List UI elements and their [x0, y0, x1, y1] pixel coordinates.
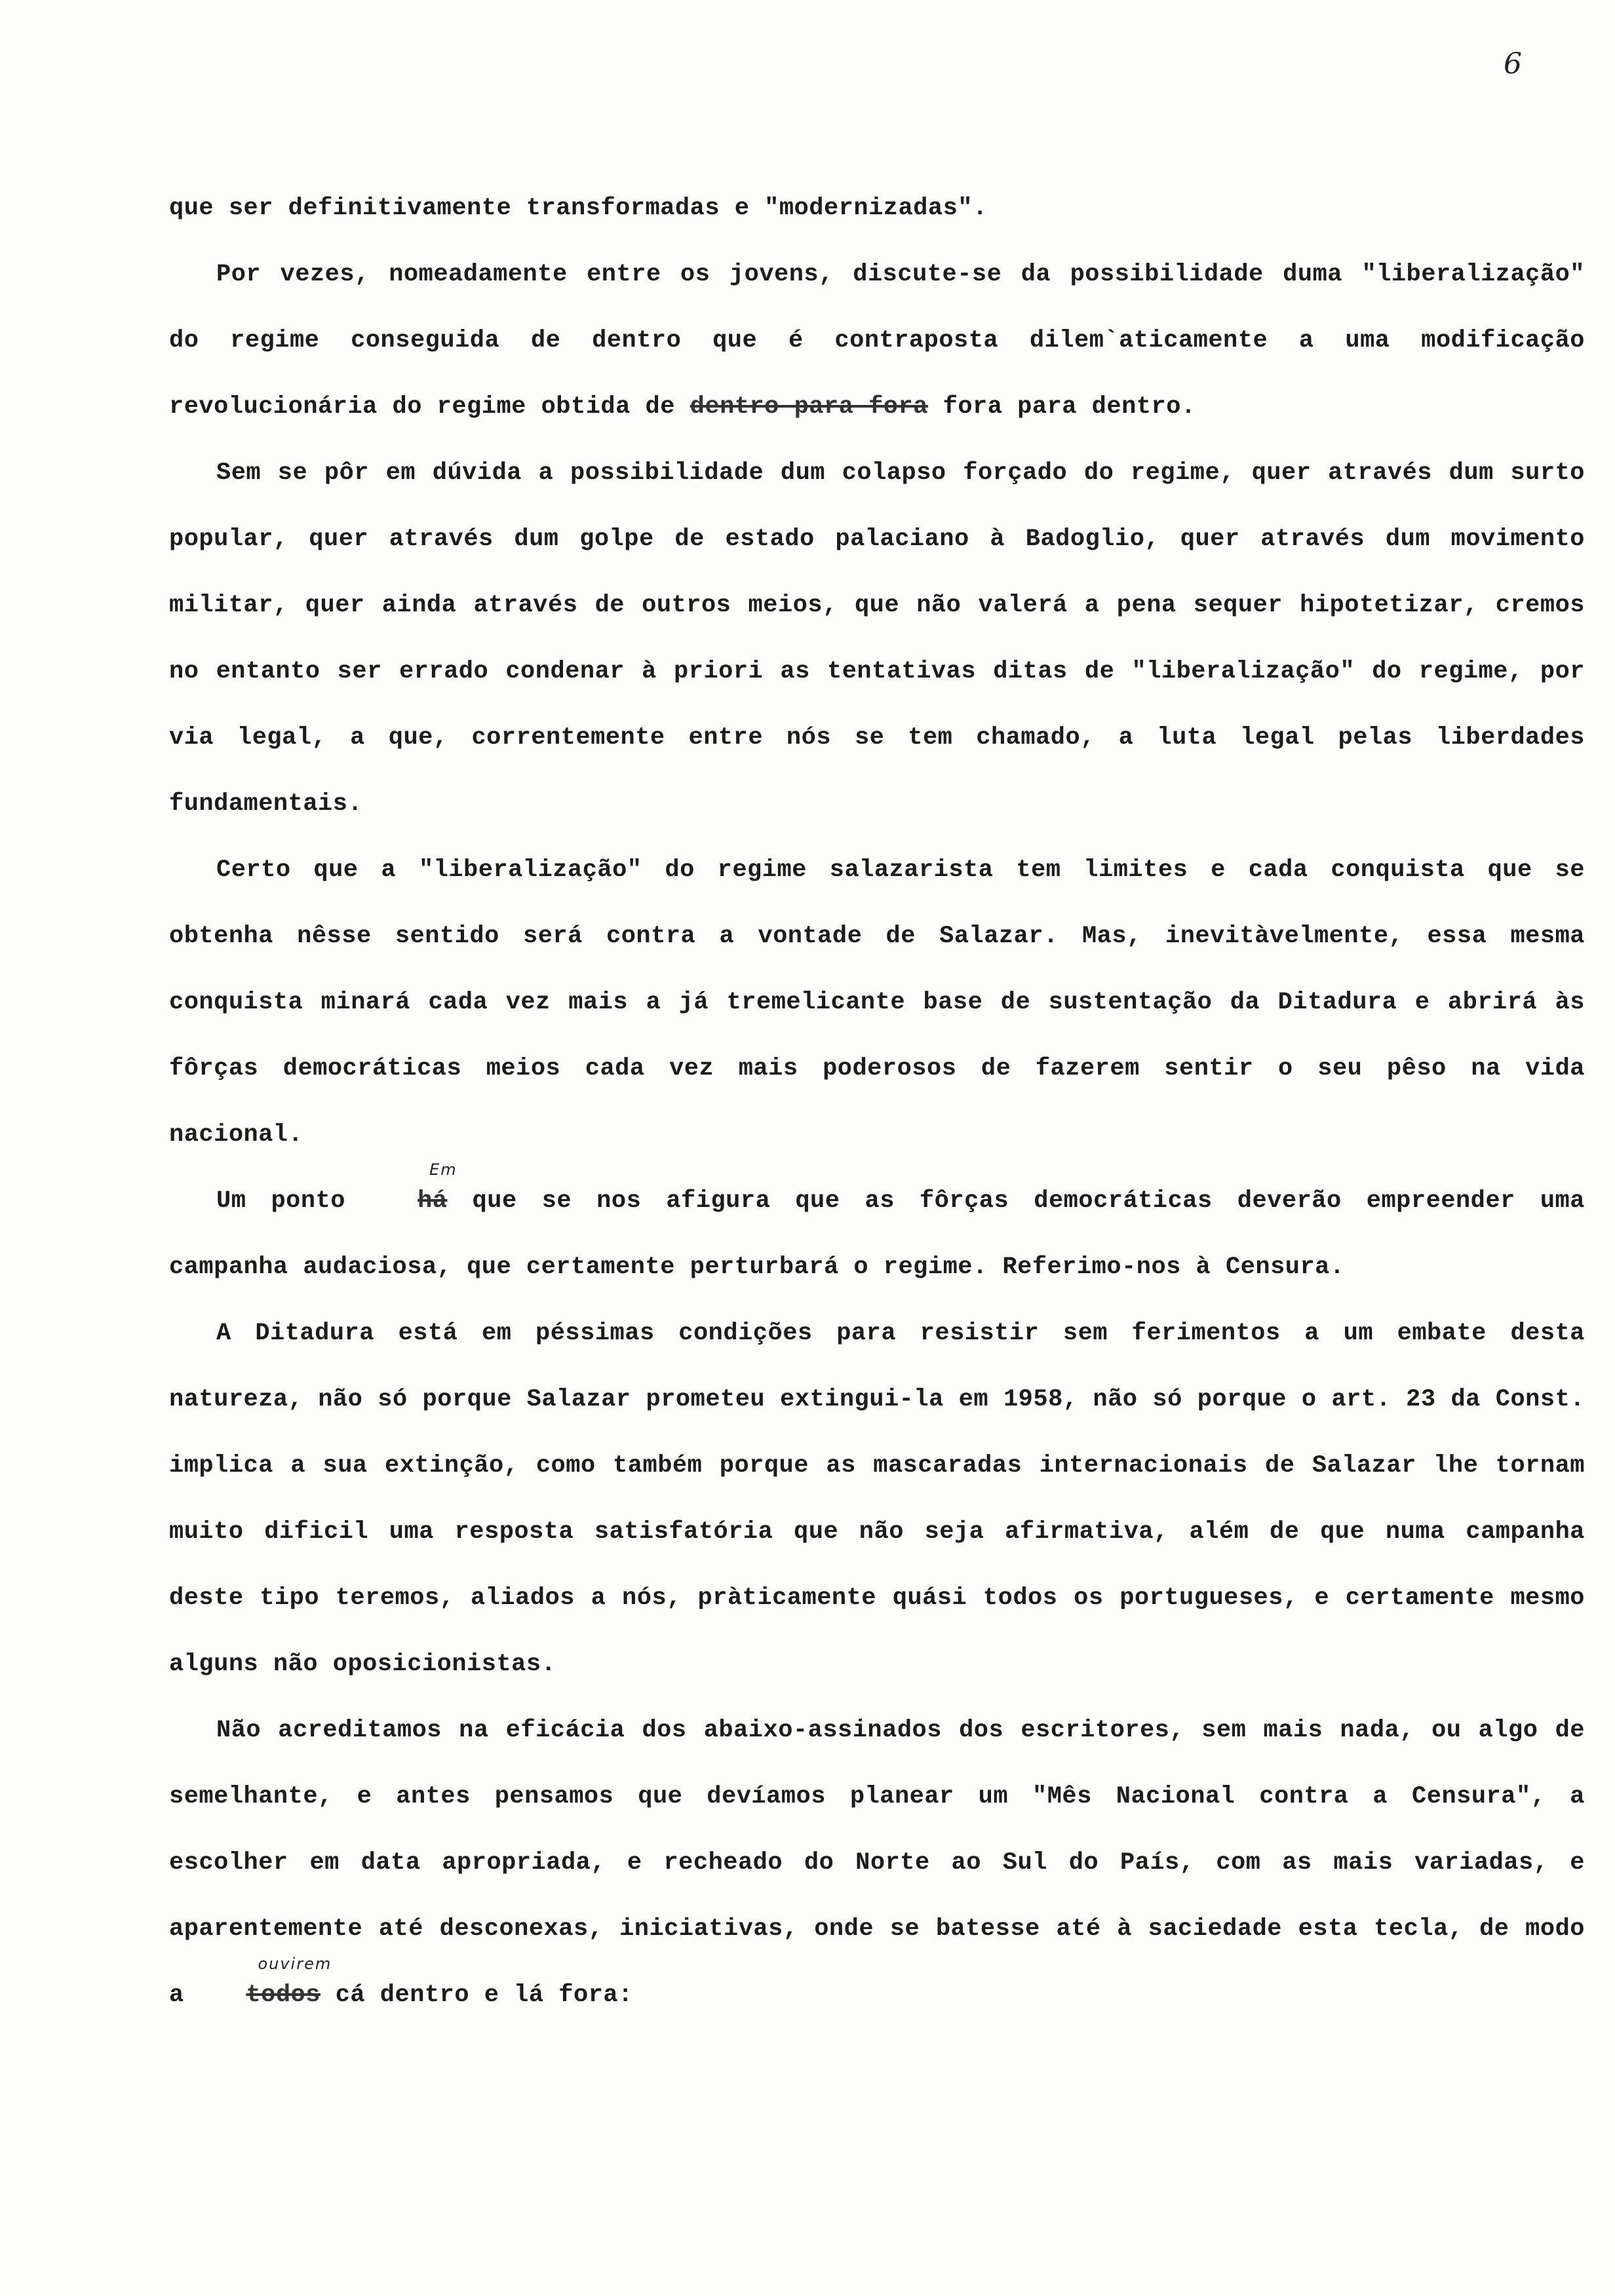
handwritten-inserted-word-2: ouvirem: [258, 1955, 332, 1973]
paragraph-4: [169, 837, 1585, 1168]
paragraph-4-text: Certo que a "liberalização" do regime salazarista tem limites e cada conquista que se obtenha nêsse sentido será contra a vontade de Salazar. Mas, inevitàvelmente, essa mesma conquista minará cada vez mais a já tremelicante base de sustentação da Ditadura e abrirá às fôrças democráticas meios cada vez mais poderosos de fazerem sentir o seu pêso na vida nacional.: [169, 856, 1585, 1149]
paragraph-2: [169, 242, 1585, 440]
paragraph-7-text-before: Não acreditamos na eficácia dos abaixo-assinados dos escritores, sem mais nada, ou algo de semelhante, e antes pensamos que devíamos planear um "Mês Nacional contra a Censura", a escolher em data apropriada, e recheado do Norte ao Sul do País, com as mais variadas, e aparentemente até desconexas, iniciativas, onde se batesse até à saciedade esta tecla, de modo a: [169, 1717, 1585, 2009]
paragraph-1: [169, 176, 1585, 242]
paragraph-2-text-after: fora para dentro.: [943, 393, 1196, 421]
struck-through-word: há: [418, 1187, 448, 1215]
paragraph-3-text: Sem se pôr em dúvida a possibilidade dum colapso forçado do regime, quer através dum surto popular, quer através dum golpe de estado palaciano à Badoglio, quer através dum movimento militar, quer ainda através de outros meios, que não valerá a pena sequer hipotetizar, cremos no entanto ser errado condenar à priori as tentativas ditas de "liberalização" do regime, por via legal, a que, correntemente entre nós se tem chamado, a luta legal pelas liberdades fundamentais.: [169, 459, 1585, 818]
paragraph-2-text-before: Por vezes, nomeadamente entre os jovens, discute-se da possibilidade duma "liberalização" do regime conseguida de dentro que é contraposta dilem`aticamente a uma modificação revolucionária do regime obtida de: [169, 261, 1585, 421]
handwritten-correction: [370, 1160, 457, 1234]
paragraph-6: [169, 1301, 1585, 1698]
handwritten-correction-2: [199, 1955, 332, 2029]
paragraph-5-text-after: que se nos afigura que as fôrças democráticas deverão empreender uma campanha audaciosa, que certamente perturbará o regime. Referimo-nos à Censura.: [169, 1187, 1585, 1281]
paragraph-3: [169, 440, 1585, 837]
struck-through-text: dentro para fora: [690, 393, 928, 421]
struck-through-word-2: todos: [246, 1981, 321, 2009]
paragraph-6-text: A Ditadura está em péssimas condições para resistir sem ferimentos a um embate desta natureza, não só porque Salazar prometeu extingui-la em 1958, não só porque o art. 23 da Const. implica a sua extinção, como também porque as mascaradas internacionais de Salazar lhe tornam muito dificil uma resposta satisfatória que não seja afirmativa, além de que numa campanha deste tipo teremos, aliados a nós, pràticamente quási todos os portugueses, e certamente mesmo alguns não oposicionistas.: [169, 1320, 1585, 1678]
document-body: [169, 176, 1585, 2029]
paragraph-5: [169, 1160, 1585, 1301]
paragraph-5-text-before: Um ponto: [216, 1187, 345, 1215]
paragraph-7-text-after: cá dentro e lá fora:: [335, 1981, 633, 2009]
page-number: 6: [1504, 47, 1522, 81]
paragraph-1-text: que ser definitivamente transformadas e "modernizadas".: [169, 195, 988, 222]
paragraph-7: [169, 1698, 1585, 2029]
handwritten-inserted-word: Em: [429, 1160, 457, 1179]
